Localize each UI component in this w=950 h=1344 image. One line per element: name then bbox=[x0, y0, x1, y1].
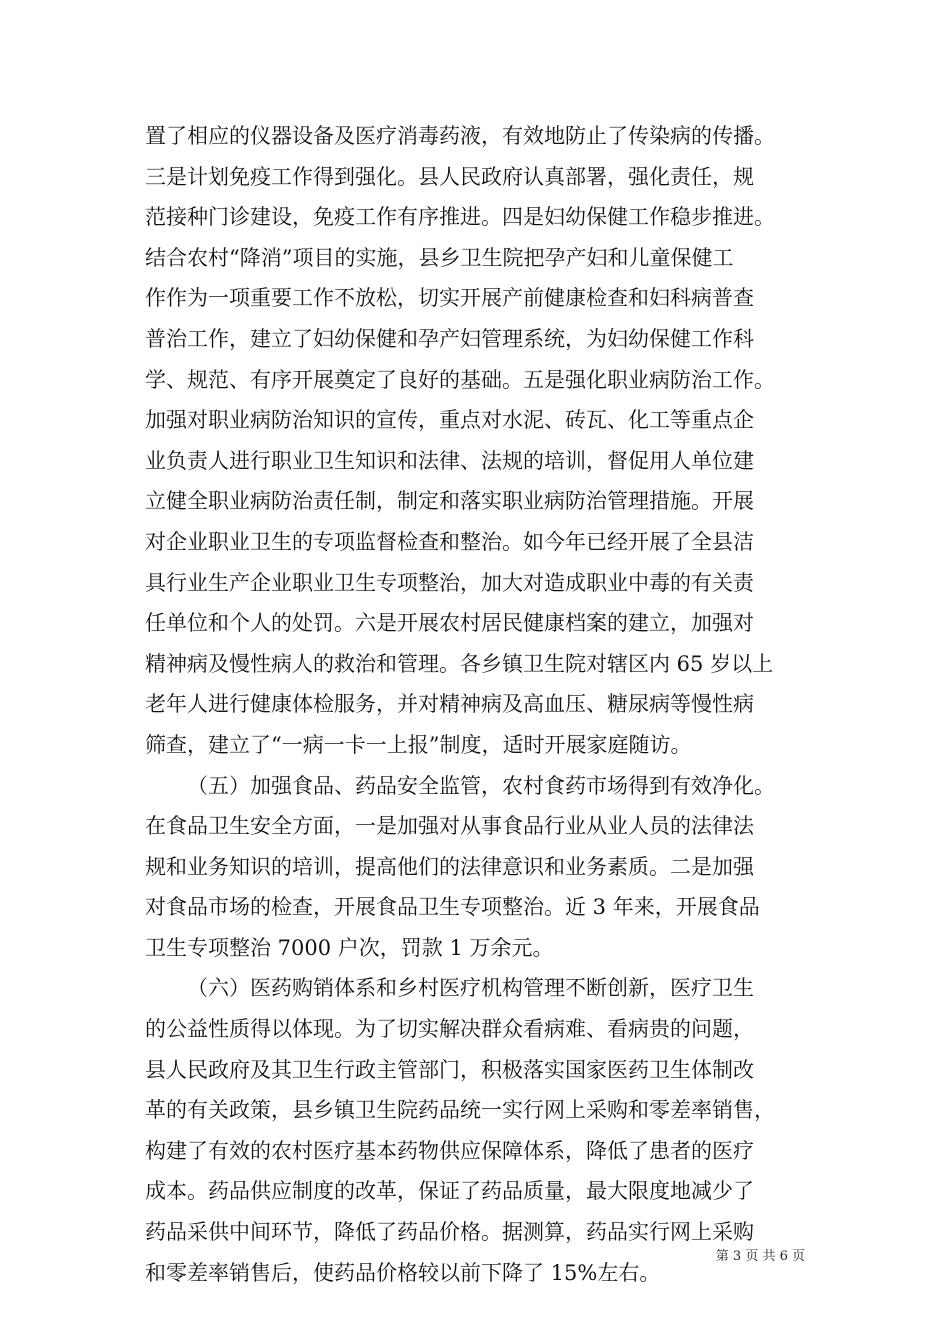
text-line: 卫生专项整治 7000 户次，罚款 1 万余元。 bbox=[145, 935, 554, 960]
text-line: （五）加强食品、药品安全监管，农村食药市场得到有效净化。 bbox=[187, 773, 775, 798]
text-line: 药品采供中间环节，降低了药品价格。据测算，药品实行网上采购 bbox=[145, 1220, 754, 1245]
text-line: 对食品市场的检查，开展食品卫生专项整治。近 3 年来，开展食品 bbox=[145, 895, 760, 920]
text-line: 县人民政府及其卫生行政主管部门，积极落实国家医药卫生体制改 bbox=[145, 1057, 754, 1082]
text-line: 三是计划免疫工作得到强化。县人民政府认真部署，强化责任，规 bbox=[145, 164, 754, 189]
text-line: 作作为一项重要工作不放松，切实开展产前健康检查和妇科病普查 bbox=[145, 286, 754, 311]
text-line: 规和业务知识的培训，提高他们的法律意识和业务素质。二是加强 bbox=[145, 854, 754, 879]
text-line: 加强对职业病防治知识的宣传，重点对水泥、砖瓦、化工等重点企 bbox=[145, 408, 754, 433]
text-line: 成本。药品供应制度的改革，保证了药品质量，最大限度地减少了 bbox=[145, 1179, 754, 1204]
text-line: 普治工作，建立了妇幼保健和孕产妇管理系统，为妇幼保健工作科 bbox=[145, 326, 754, 351]
text-line: 置了相应的仪器设备及医疗消毒药液，有效地防止了传染病的传播。 bbox=[145, 124, 775, 148]
text-line: 老年人进行健康体检服务，并对精神病及高血压、糖尿病等慢性病 bbox=[145, 692, 754, 717]
body-text bbox=[145, 116, 825, 1293]
text-line: 精神病及慢性病人的救治和管理。各乡镇卫生院对辖区内 65 岁以上 bbox=[145, 651, 774, 676]
text-line: 的公益性质得以体现。为了切实解决群众看病难、看病贵的问题， bbox=[145, 1017, 754, 1042]
text-line: （六）医药购销体系和乡村医疗机构管理不断创新，医疗卫生 bbox=[187, 976, 754, 1001]
text-line: 范接种门诊建设，免疫工作有序推进。四是妇幼保健工作稳步推进。 bbox=[145, 205, 775, 230]
text-line: 革的有关政策，县乡镇卫生院药品统一实行网上采购和零差率销售， bbox=[145, 1098, 775, 1123]
text-line: 业负责人进行职业卫生知识和法律、法规的培训，督促用人单位建 bbox=[145, 448, 754, 473]
text-line: 学、规范、有序开展奠定了良好的基础。五是强化职业病防治工作。 bbox=[145, 367, 775, 392]
text-line: 在食品卫生安全方面，一是加强对从事食品行业从业人员的法律法 bbox=[145, 814, 754, 839]
text-line: 立健全职业病防治责任制，制定和落实职业病防治管理措施。开展 bbox=[145, 489, 754, 514]
text-line: 具行业生产企业职业卫生专项整治，加大对造成职业中毒的有关责 bbox=[145, 570, 754, 595]
text-line: 构建了有效的农村医疗基本药物供应保障体系，降低了患者的医疗 bbox=[145, 1138, 754, 1163]
page-number: 第 3 页 共 6 页 bbox=[715, 1249, 805, 1264]
text-line: 任单位和个人的处罚。六是开展农村居民健康档案的建立，加强对 bbox=[145, 611, 754, 636]
text-line: 和零差率销售后，使药品价格较以前下降了 15%左右。 bbox=[145, 1260, 661, 1285]
text-line: 结合农村“降消”项目的实施，县乡卫生院把孕产妇和儿童保健工 bbox=[145, 245, 734, 270]
text-line: 对企业职业卫生的专项监督检查和整治。如今年已经开展了全县洁 bbox=[145, 529, 754, 554]
text-line: 筛查，建立了“一病一卡一上报”制度，适时开展家庭随访。 bbox=[145, 732, 692, 757]
